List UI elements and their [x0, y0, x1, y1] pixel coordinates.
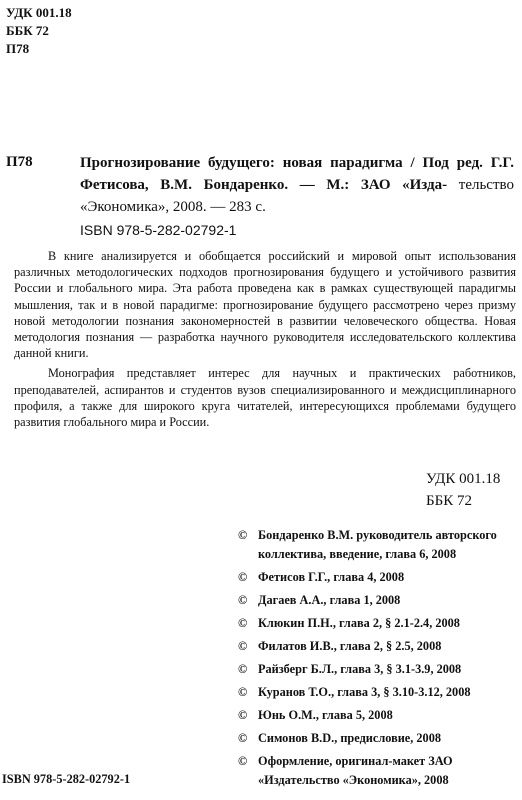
copyright-symbol: ©: [238, 731, 248, 745]
biblio-editors: ред. Г.Г. Фетисова, В.М. Бондаренко. — М.: ЗАО «Изда-: [80, 155, 515, 193]
bbk-code: ББК 72: [6, 23, 49, 38]
classification-codes: [6, 4, 72, 58]
isbn-top: ISBN 978-5-282-02792-1: [80, 222, 237, 238]
copyright-text: Юнь О.М., глава 5, 2008: [258, 708, 393, 722]
copyright-item: [238, 637, 518, 656]
copyright-item: [238, 660, 518, 679]
copyright-symbol: ©: [238, 616, 248, 630]
copyright-list: [238, 526, 518, 794]
biblio-title: Прогнозирование будущего: новая парадигма / Под: [80, 155, 449, 171]
copyright-symbol: ©: [238, 708, 248, 722]
copyright-symbol: ©: [238, 685, 248, 699]
copyright-symbol: ©: [238, 639, 248, 653]
right-udk-code: УДК 001.18: [426, 471, 501, 487]
copyright-item: [238, 729, 518, 748]
copyright-item: [238, 526, 518, 564]
copyright-symbol: ©: [238, 528, 248, 542]
annotation: [14, 248, 516, 434]
copyright-item: [238, 568, 518, 587]
copyright-symbol: ©: [238, 754, 248, 768]
udk-code: УДК 001.18: [6, 5, 72, 20]
bibliographic-record: [80, 152, 514, 218]
copyright-symbol: ©: [238, 593, 248, 607]
copyright-text: Райзберг Б.Л., глава 3, § 3.1-3.9, 2008: [258, 662, 462, 676]
author-mark: П78: [6, 41, 30, 56]
copyright-item: [238, 706, 518, 725]
annotation-paragraph-2: Монография представляет интерес для научных и практических работников, преподавателей, аспирантов и студентов вузов специализированного и междисциплинарного профиля, а также для широкого круга читателей, интересующихся проблемами будущего развития глобального мира и России.: [14, 366, 516, 430]
isbn-bottom: ISBN 978-5-282-02792-1: [2, 772, 131, 786]
copyright-text: Куранов Т.О., глава 3, § 3.10-3.12, 2008: [258, 685, 471, 699]
copyright-text: Клюкин П.Н., глава 2, § 2.1-2.4, 2008: [258, 616, 460, 630]
biblio-author-mark: П78: [6, 154, 33, 170]
copyright-text: Симонов В.D., предисловие, 2008: [258, 731, 441, 745]
copyright-text: Бондаренко В.М. руководитель авторского коллектива, введение, глава 6, 2008: [258, 528, 497, 561]
copyright-symbol: ©: [238, 570, 248, 584]
right-classification-codes: [426, 468, 500, 512]
copyright-text: Дагаев А.А., глава 1, 2008: [258, 593, 401, 607]
annotation-paragraph-1: В книге анализируется и обобщается российский и мировой опыт использования различных методологических подходов прогнозирования будущего и устойчивого развития России и глобального мира. Эта работа проведена как в рамках существующей парадигмы мышления, так и в новой парадигме: прогнозирование будущего рассмотрено через призму новой методологии познания закономерностей в развитии человеческого общества. Новая методология познания — разработка научного руководителя исследовательского коллектива данной книги.: [14, 249, 516, 361]
copyright-symbol: ©: [238, 662, 248, 676]
copyright-item: [238, 752, 518, 790]
copyright-item: [238, 591, 518, 610]
copyright-text: Оформление, оригинал-макет ЗАО «Издательство «Экономика», 2008: [258, 754, 453, 787]
copyright-item: [238, 614, 518, 633]
copyright-text: Филатов И.В., глава 2, § 2.5, 2008: [258, 639, 442, 653]
biblio-publisher: тельство «Экономика», 2008. — 283 с.: [80, 177, 514, 215]
copyright-text: Фетисов Г.Г., глава 4, 2008: [258, 570, 405, 584]
copyright-item: [238, 683, 518, 702]
right-bbk-code: ББК 72: [426, 493, 472, 509]
